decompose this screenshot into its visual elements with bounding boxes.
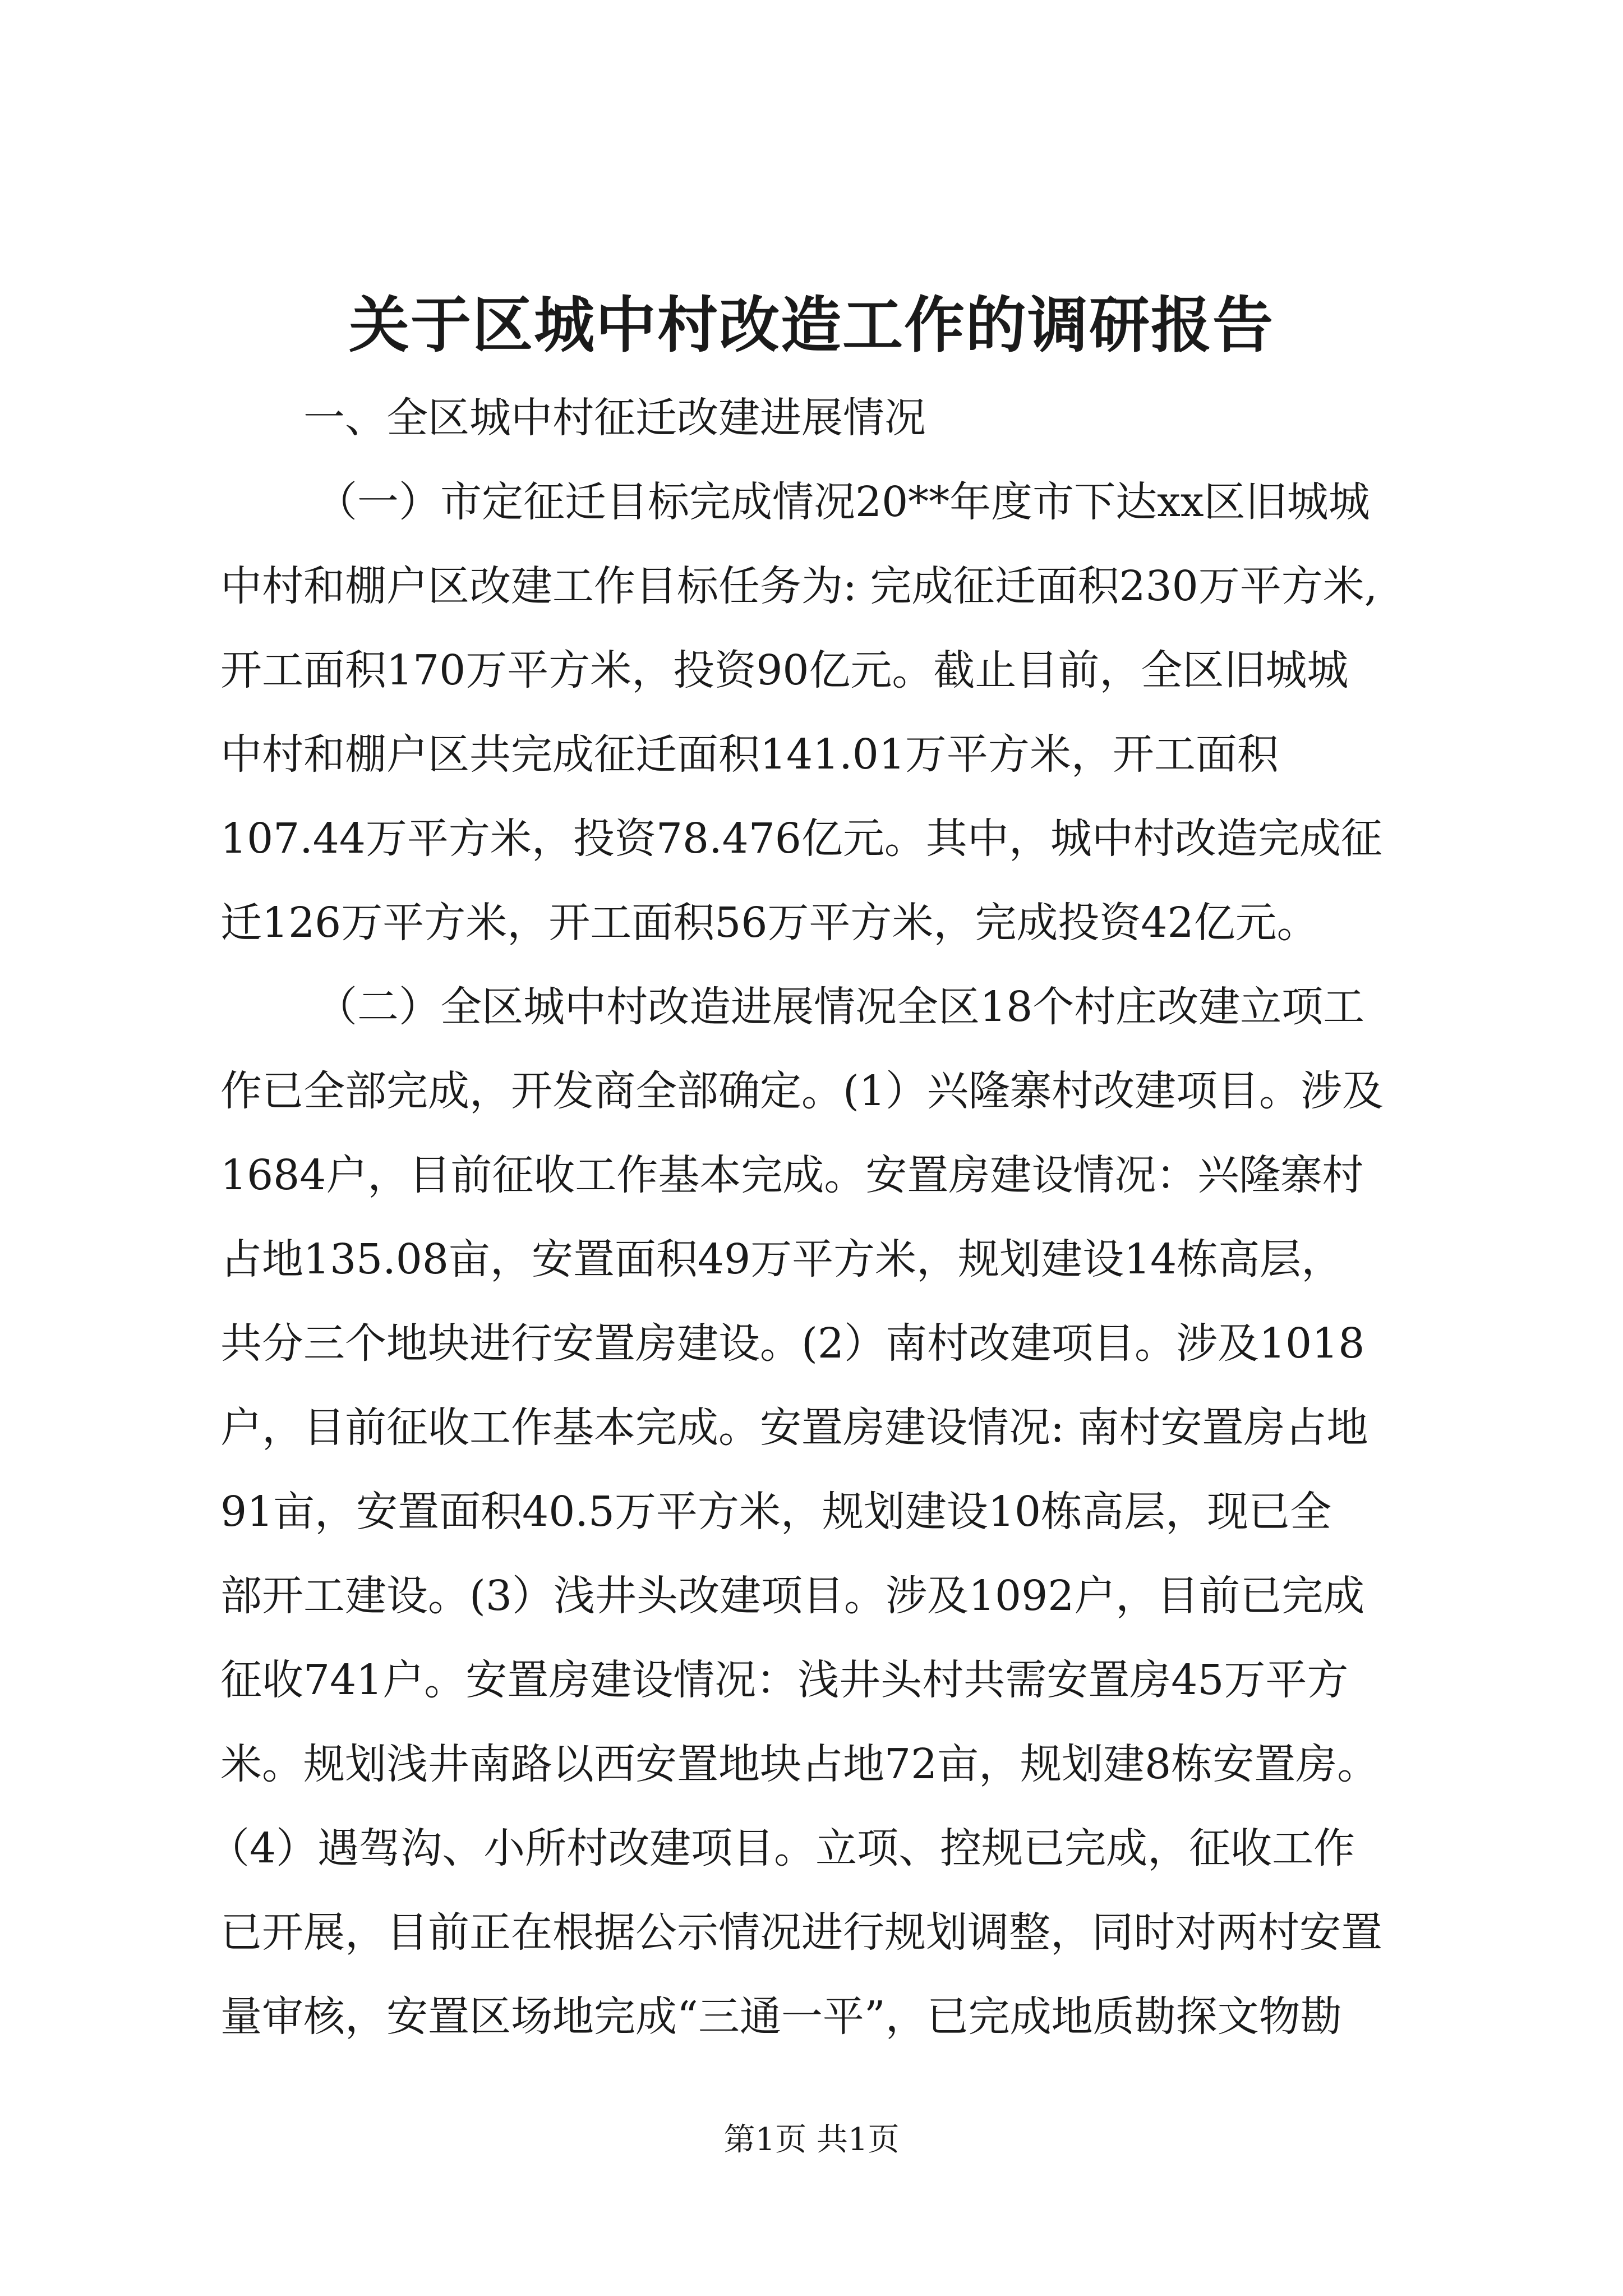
paragraph-line: 作已全部完成，开发商全部确定。(1）兴隆寨村改建项目。涉及 — [220, 1067, 1384, 1115]
paragraph-line: 占地135.08亩，安置面积49万平方米，规划建设14栋高层， — [220, 1235, 1343, 1283]
document-title: 关于区城中村改造工作的调研报告 — [348, 290, 1274, 361]
page-footer: 第1页 共1页 — [723, 2122, 900, 2158]
paragraph-line: 开工面积170万平方米，投资90亿元。截止目前，全区旧城城 — [220, 646, 1349, 694]
paragraph-line: 户，目前征收工作基本完成。安置房建设情况: 南村安置房占地 — [220, 1404, 1368, 1452]
paragraph-line: （一）市定征迁目标完成情况20**年度市下达xx区旧城城 — [316, 478, 1370, 526]
paragraph-line: 共分三个地块进行安置房建设。(2）南村改建项目。涉及1018 — [220, 1319, 1365, 1368]
paragraph-line: （4）遇驾沟、小所村改建项目。立项、控规已完成，征收工作 — [208, 1824, 1355, 1872]
paragraph-line: （二）全区城中村改造进展情况全区18个村庄改建立项工 — [316, 983, 1365, 1031]
paragraph-line: 中村和棚户区共完成征迁面积141.01万平方米，开工面积 — [220, 730, 1279, 779]
paragraph-line: 米。规划浅井南路以西安置地块占地72亩，规划建8栋安置房。 — [220, 1740, 1379, 1788]
paragraph-line: 已开展，目前正在根据公示情况进行规划调整，同时对两村安置 — [220, 1908, 1382, 1957]
paragraph-line: 107.44万平方米，投资78.476亿元。其中，城中村改造完成征 — [220, 815, 1382, 863]
paragraph-line: 91亩，安置面积40.5万平方米，规划建设10栋高层，现已全 — [220, 1488, 1332, 1536]
paragraph-line: 征收741户。安置房建设情况：浅井头村共需安置房45万平方 — [220, 1656, 1349, 1704]
paragraph-line: 部开工建设。(3）浅井头改建项目。涉及1092户，目前已完成 — [220, 1572, 1365, 1620]
paragraph-line: 量审核，安置区场地完成“三通一平”，已完成地质勘探文物勘 — [220, 1993, 1342, 2041]
document-body — [208, 376, 1482, 2059]
section-heading: 一、全区城中村征迁改建进展情况 — [303, 394, 926, 442]
paragraph-line: 1684户，目前征收工作基本完成。安置房建设情况：兴隆寨村 — [220, 1151, 1364, 1199]
paragraph-line: 中村和棚户区改建工作目标任务为: 完成征迁面积230万平方米, — [220, 562, 1378, 610]
paragraph-line: 迁126万平方米，开工面积56万平方米，完成投资42亿元。 — [220, 899, 1318, 947]
